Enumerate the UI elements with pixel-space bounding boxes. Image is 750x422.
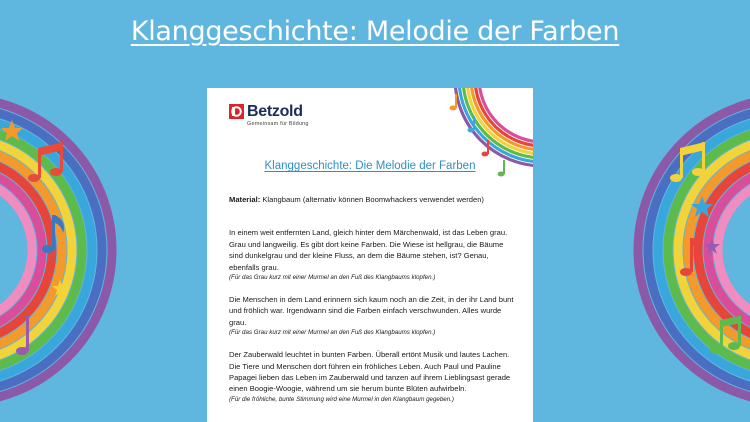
document-body (229, 194, 519, 404)
document-page (207, 88, 533, 422)
paragraph-2: Die Menschen in dem Land erinnern sich kaum noch an die Zeit, in der ihr Land bunt und fröhlich war. Irgendwann sind die Farben einfach verschwunden. Alles wurde grau. (229, 295, 514, 327)
left-rainbow-decoration (0, 0, 120, 422)
page-rainbow-decoration (443, 88, 533, 188)
brand-tagline: Gemeinsam für Bildung (247, 121, 309, 127)
paragraph-2-note: (Für das Grau kurz mit einer Murmel an den Fuß des Klangbaums klopfen.) (229, 329, 436, 337)
betzold-logo (229, 104, 309, 127)
paragraph-1-note: (Für das Grau kurz mit einer Murmel an den Fuß des Klangbaums klopfen.) (229, 274, 436, 282)
material-text: Klangbaum (alternativ können Boomwhackers verwendet werden) (260, 195, 484, 204)
brand-name: Betzold (247, 103, 303, 120)
paragraph-3: Der Zauberwald leuchtet in bunten Farben. Überall ertönt Musik und lautes Lachen. Die Tiere und Menschen dort führen ein fröhliches Leben. Auch Paul und Pauline Papagei lieben das Leben im Zauberwald und tanzen auf ihrem Lieblingsast gerade einen Boogie-Woogie, während um sie herum bunte Blüten aufwirbeln. (229, 350, 511, 394)
page-title: Klanggeschichte: Melodie der Farben (130, 16, 620, 47)
document-title: Klanggeschichte: Die Melodie der Farben (264, 160, 476, 172)
paragraph-1: In einem weit entfernten Land, gleich hinter dem Märchenwald, ist das Leben grau. Grau und langweilig. Es gibt dort keine Farben. Die Wiese ist hellgrau, die Bäume sind dunkelgrau und der kleine Fluss, an dem die Bäume stehen, ist? Genau, ebenfalls grau. (229, 228, 508, 272)
material-line (229, 194, 519, 205)
paragraph-3-note: (Für die fröhliche, bunte Stimmung wird eine Murmel in den Klangbaum gegeben.) (229, 395, 454, 403)
betzold-logo-icon (229, 104, 244, 119)
material-label: Material: (229, 195, 261, 204)
